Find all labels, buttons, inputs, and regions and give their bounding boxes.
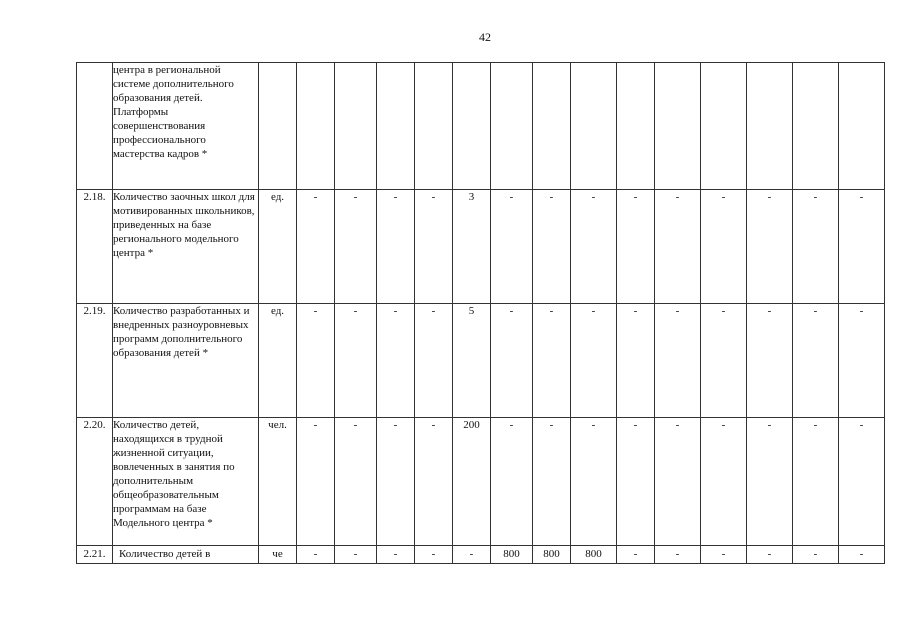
value-cell: - <box>377 190 415 304</box>
indicator-name: центра в региональной системе дополнительного образования детей. Платформы совершенствования профессионального мастерства кадров * <box>113 63 259 190</box>
value-cell: - <box>335 546 377 564</box>
value-cell <box>335 63 377 190</box>
value-cell <box>415 63 453 190</box>
value-cell: - <box>617 190 655 304</box>
value-cell: - <box>655 304 701 418</box>
value-cell: - <box>533 190 571 304</box>
value-cell: - <box>415 418 453 546</box>
value-cell: - <box>701 190 747 304</box>
value-cell: - <box>839 190 885 304</box>
value-cell: - <box>617 304 655 418</box>
indicator-name: Количество заочных школ для мотивированных школьников, приведенных на базе регионального модельного центра * <box>113 190 259 304</box>
value-cell: - <box>415 304 453 418</box>
value-cell: - <box>839 418 885 546</box>
value-cell: - <box>297 190 335 304</box>
value-cell <box>747 63 793 190</box>
value-cell: - <box>335 418 377 546</box>
value-cell: 800 <box>533 546 571 564</box>
table-row <box>77 418 885 546</box>
value-cell: - <box>839 546 885 564</box>
value-cell: - <box>747 418 793 546</box>
value-cell: - <box>839 304 885 418</box>
value-cell: - <box>701 304 747 418</box>
value-cell <box>571 63 617 190</box>
value-cell: - <box>571 418 617 546</box>
value-cell: - <box>533 418 571 546</box>
value-cell: - <box>571 304 617 418</box>
value-cell: - <box>701 418 747 546</box>
value-cell: - <box>377 418 415 546</box>
value-cell: - <box>793 546 839 564</box>
row-number: 2.20. <box>77 418 113 546</box>
indicator-name: Количество разработанных и внедренных разноуровневых программ дополнительного образования детей * <box>113 304 259 418</box>
value-cell: - <box>747 304 793 418</box>
table-row <box>77 63 885 190</box>
value-cell: - <box>747 546 793 564</box>
value-cell: 200 <box>453 418 491 546</box>
value-cell: - <box>335 190 377 304</box>
indicator-name: Количество детей, находящихся в трудной жизненной ситуации, вовлеченных в занятия по дополнительным общеобразовательным программам на базе Модельного центра * <box>113 418 259 546</box>
value-cell: - <box>793 190 839 304</box>
value-cell: 3 <box>453 190 491 304</box>
value-cell <box>793 63 839 190</box>
value-cell: - <box>571 190 617 304</box>
value-cell: - <box>701 546 747 564</box>
value-cell <box>701 63 747 190</box>
table-row <box>77 304 885 418</box>
unit-cell: чел. <box>259 418 297 546</box>
value-cell: - <box>491 190 533 304</box>
row-number <box>77 63 113 190</box>
row-number: 2.19. <box>77 304 113 418</box>
value-cell <box>617 63 655 190</box>
value-cell: - <box>297 304 335 418</box>
row-number: 2.21. <box>77 546 113 564</box>
value-cell: 800 <box>571 546 617 564</box>
table-row <box>77 190 885 304</box>
value-cell <box>533 63 571 190</box>
value-cell <box>453 63 491 190</box>
row-number: 2.18. <box>77 190 113 304</box>
value-cell: - <box>533 304 571 418</box>
table-row <box>77 546 885 564</box>
unit-cell: ед. <box>259 304 297 418</box>
value-cell: - <box>617 546 655 564</box>
value-cell: - <box>415 190 453 304</box>
value-cell: - <box>747 190 793 304</box>
value-cell: - <box>655 546 701 564</box>
value-cell: 800 <box>491 546 533 564</box>
value-cell <box>297 63 335 190</box>
value-cell: - <box>491 304 533 418</box>
value-cell: - <box>655 418 701 546</box>
value-cell: - <box>793 418 839 546</box>
value-cell: - <box>491 418 533 546</box>
value-cell: - <box>793 304 839 418</box>
unit-cell: че <box>259 546 297 564</box>
value-cell <box>839 63 885 190</box>
unit-cell: ед. <box>259 190 297 304</box>
value-cell <box>491 63 533 190</box>
value-cell: - <box>617 418 655 546</box>
unit-cell <box>259 63 297 190</box>
value-cell: 5 <box>453 304 491 418</box>
value-cell: - <box>297 546 335 564</box>
indicators-table <box>76 62 885 564</box>
page-number: 42 <box>479 30 491 44</box>
value-cell: - <box>415 546 453 564</box>
value-cell <box>377 63 415 190</box>
indicator-name: Количество детей в <box>113 546 259 564</box>
value-cell: - <box>453 546 491 564</box>
value-cell <box>655 63 701 190</box>
value-cell: - <box>655 190 701 304</box>
value-cell: - <box>377 546 415 564</box>
value-cell: - <box>377 304 415 418</box>
value-cell: - <box>297 418 335 546</box>
value-cell: - <box>335 304 377 418</box>
